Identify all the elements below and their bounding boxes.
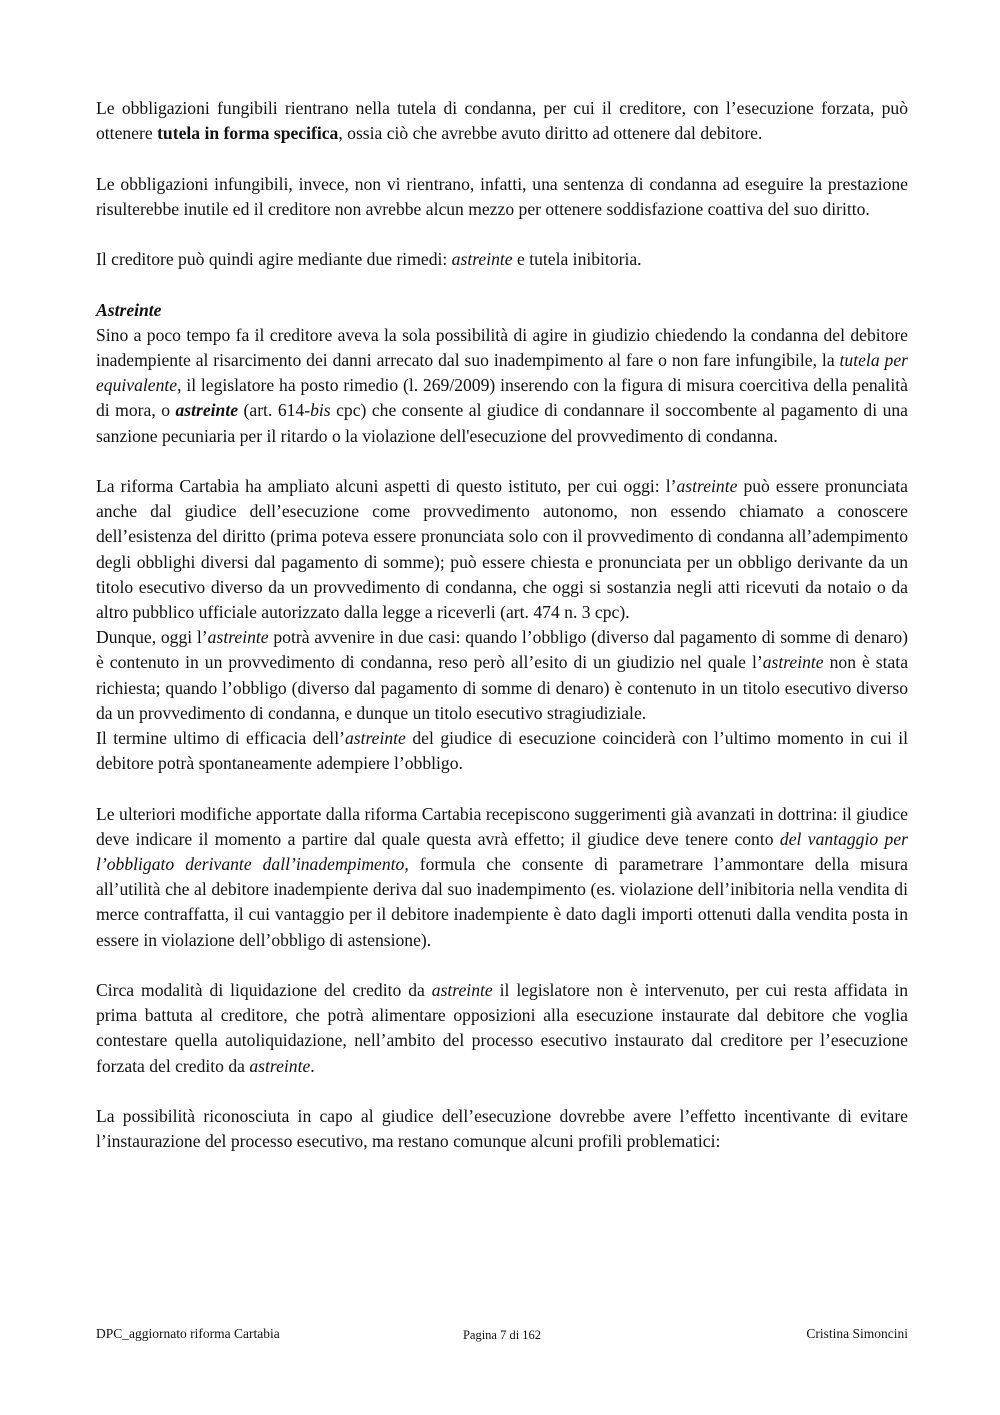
paragraph-4: Sino a poco tempo fa il creditore aveva la sola possibilità di agire in giudizio chiedendo la condanna del debitore inadempiente al risarcimento dei danni arrecato dal suo inadempimento al fare o non fare infungibile, la tutela per equivalente, il legislatore ha posto rimedio (l. 269/2009) inserendo con la figura di misura coercitiva della penalità di mora, o astreinte (art. 614-bis cpc) che consente al giudice di condannare il soccombente al pagamento di una sanzione pecuniaria per il ritardo o la violazione dell'esecuzione del provvedimento di condanna. bbox=[96, 324, 908, 446]
paragraph-7: Il termine ultimo di efficacia dell’astreinte del giudice di esecuzione coinciderà con l’ultimo momento in cui il debitore potrà spontaneamente adempiere l’obbligo. bbox=[96, 728, 908, 774]
paragraph-1: Le obbligazioni fungibili rientrano nella tutela di condanna, per cui il creditore, con l’esecuzione forzata, può ottenere tutela in forma specifica, ossia ciò che avrebbe avuto diritto ad ottenere dal debitore. bbox=[96, 98, 908, 144]
paragraph-6: Dunque, oggi l’astreinte potrà avvenire in due casi: quando l’obbligo (diverso dal pagamento di somme di denaro) è contenuto in un provvedimento di condanna, reso però all’esito di un giudizio nel quale l’astreinte non è stata richiesta; quando l’obbligo (diverso dal pagamento di somme di denaro) è contenuto in un titolo esecutivo diverso da un provvedimento di condanna, e dunque un titolo esecutivo stragiudiziale. bbox=[96, 627, 909, 723]
paragraph-9: Circa modalità di liquidazione del credito da astreinte il legislatore non è intervenuto, per cui resta affidata in prima battuta al creditore, che potrà alimentare opposizioni alla esecuzione instaurate dal debitore che voglia contestare quella autoliquidazione, nell’ambito del processo esecutivo instaurato dal creditore per l’esecuzione forzata del credito da astreinte. bbox=[96, 980, 908, 1076]
paragraph-3: Il creditore può quindi agire mediante due rimedi: astreinte e tutela inibitoria. bbox=[96, 249, 642, 270]
footer-document-title: DPC_aggiornato riforma Cartabia bbox=[96, 1326, 280, 1341]
paragraph-8: Le ulteriori modifiche apportate dalla riforma Cartabia recepiscono suggerimenti già avanzati in dottrina: il giudice deve indicare il momento a partire dal quale questa avrà effetto; il giudice deve tenere conto del vantaggio per l’obbligato derivante dall’inadempimento, formula che consente di parametrare l’ammontare della misura all’utilità che al debitore inadempiente deriva dal suo inadempimento (es. violazione dell’inibitoria nella vendita di merce contraffatta, il cui vantaggio per il debitore inadempiente è dato dagli importi ottenuti dalla vendita posta in essere in violazione dell’obbligo di astensione). bbox=[96, 803, 908, 950]
footer-page-number: Pagina 7 di 162 bbox=[462, 1328, 542, 1342]
paragraph-10: La possibilità riconosciuta in capo al giudice dell’esecuzione dovrebbe avere l’effetto incentivante di evitare l’instaurazione del processo esecutivo, ma restano comunque alcuni profili problematici: bbox=[96, 1106, 908, 1152]
document-body bbox=[96, 96, 908, 1154]
paragraph-5: La riforma Cartabia ha ampliato alcuni aspetti di questo istituto, per cui oggi: l’astreinte può essere pronunciata anche dal giudice dell’esecuzione come provvedimento autonomo, non essendo chiamato a conoscere dell’esistenza del diritto (prima poteva essere pronunciata solo con il provvedimento di condanna all’adempimento degli obblighi diversi dal pagamento di somme); può essere chiesta e pronunciata per un obbligo derivante da un titolo esecutivo diverso da un provvedimento di condanna, che oggi si sostanzia negli atti ricevuti da notaio o da altro pubblico ufficiale autorizzato dalla legge a riceverli (art. 474 n. 3 cpc). bbox=[96, 475, 908, 622]
footer-author: Cristina Simoncini bbox=[806, 1326, 908, 1341]
section-heading-astreinte: Astreinte bbox=[96, 299, 162, 320]
paragraph-2: Le obbligazioni infungibili, invece, non vi rientrano, infatti, una sentenza di condanna ad eseguire la prestazione risulterebbe inutile ed il creditore non avrebbe alcun mezzo per ottenere soddisfazione coattiva del suo diritto. bbox=[96, 173, 908, 219]
